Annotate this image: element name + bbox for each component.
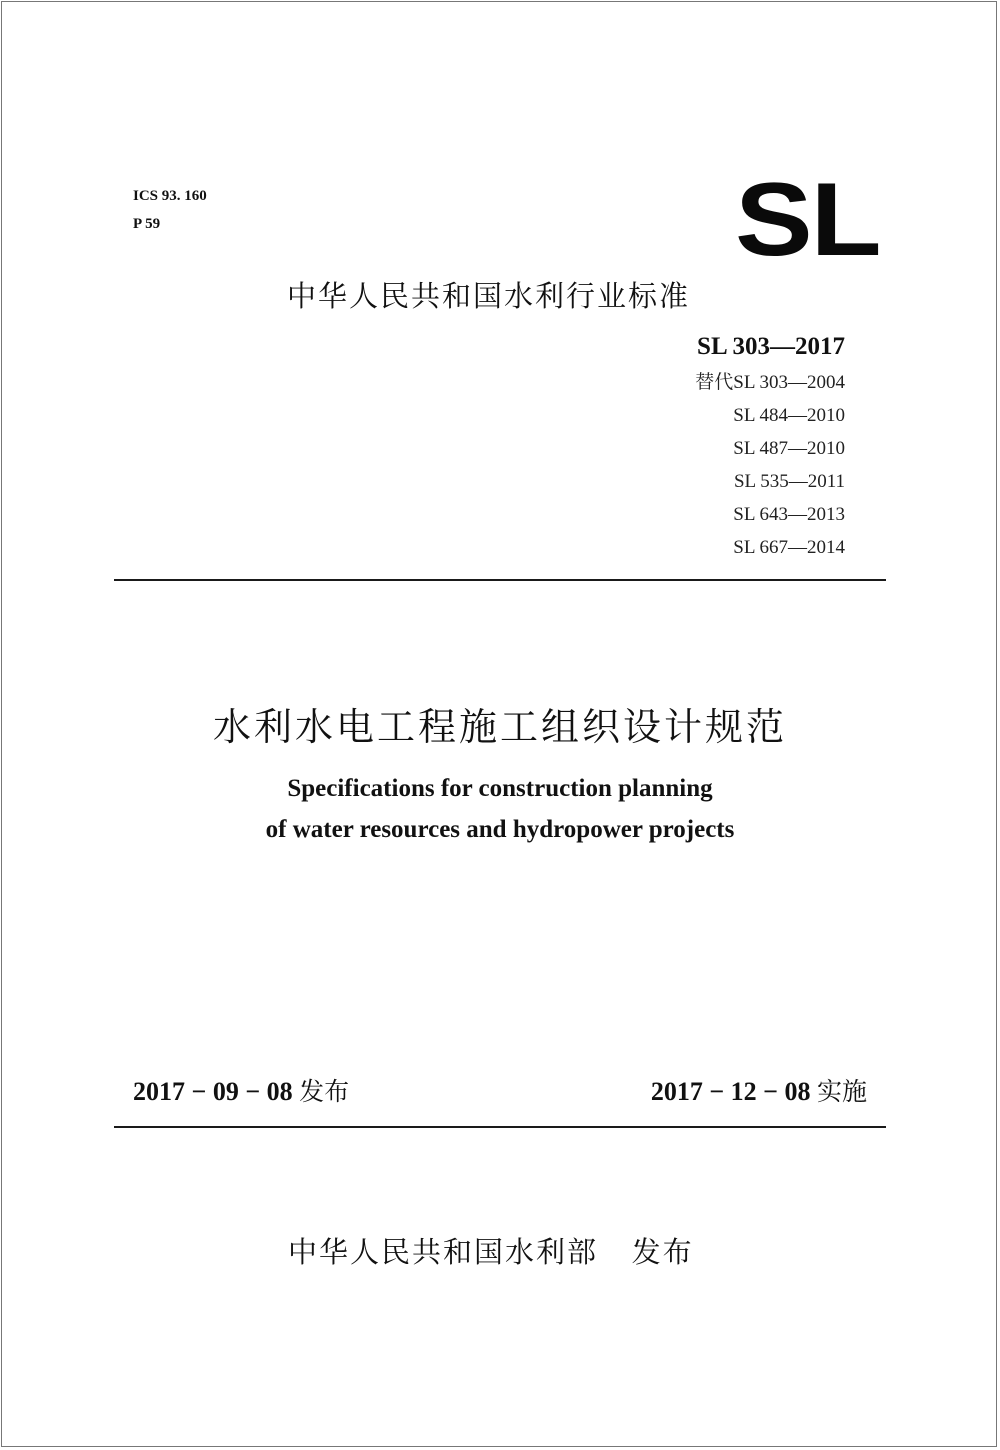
industry-standard-heading: 中华人民共和国水利行业标准 bbox=[287, 279, 691, 313]
title-english-line: of water resources and hydropower projects bbox=[265, 816, 735, 843]
issue-label: 发布 bbox=[299, 1077, 350, 1106]
implementation-date bbox=[651, 1072, 867, 1108]
replaced-standard: SL 667—2014 bbox=[733, 537, 845, 558]
standard-number-block bbox=[695, 330, 845, 564]
classification-codes bbox=[133, 182, 207, 238]
ccs-code: P 59 bbox=[133, 216, 161, 232]
title-english-line: Specifications for construction planning bbox=[287, 775, 713, 802]
publisher-name: 中华人民共和国水利部 bbox=[288, 1235, 599, 1269]
issue-date-value: 2017 − 09 − 08 bbox=[133, 1077, 293, 1106]
replaced-standard: SL 484—2010 bbox=[733, 405, 845, 426]
issue-date bbox=[133, 1072, 349, 1108]
sl-logo: SL bbox=[735, 162, 880, 278]
ics-code: ICS 93. 160 bbox=[133, 188, 207, 204]
replaced-standard: SL 643—2013 bbox=[733, 504, 845, 525]
title-chinese: 水利水电工程施工组织设计规范 bbox=[212, 705, 787, 749]
publisher bbox=[288, 1230, 694, 1271]
standard-number: SL 303—2017 bbox=[697, 333, 845, 360]
bottom-divider bbox=[114, 1126, 886, 1128]
replaced-standard: 替代SL 303—2004 bbox=[695, 372, 845, 393]
replaced-standard: SL 487—2010 bbox=[733, 438, 845, 459]
replaced-standards-list bbox=[695, 366, 845, 564]
implementation-date-value: 2017 − 12 − 08 bbox=[650, 1077, 811, 1106]
replaced-standard: SL 535—2011 bbox=[733, 471, 845, 492]
top-divider bbox=[114, 579, 886, 581]
implementation-label: 实施 bbox=[816, 1077, 867, 1106]
publisher-action: 发布 bbox=[631, 1235, 694, 1269]
title-english bbox=[0, 768, 1000, 850]
